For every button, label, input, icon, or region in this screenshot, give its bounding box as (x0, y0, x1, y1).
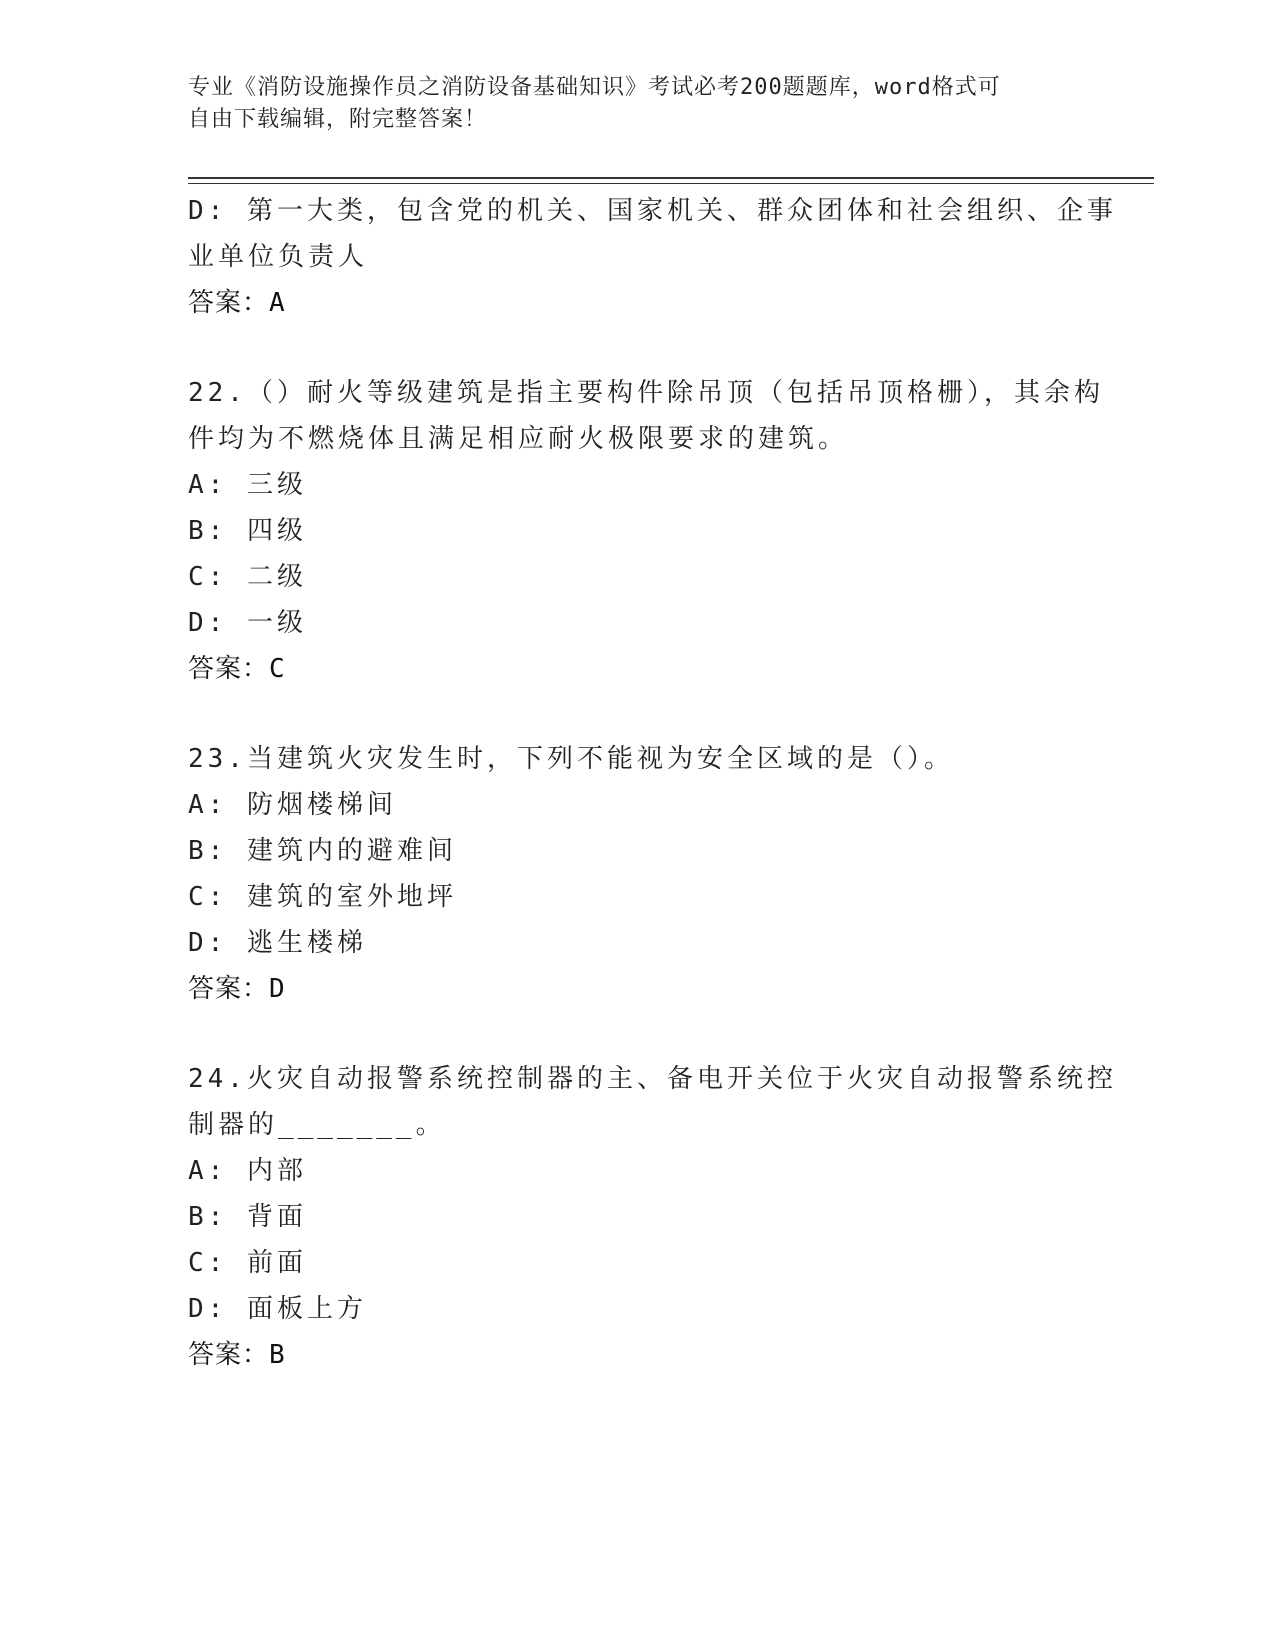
header-divider-thin (188, 183, 1154, 184)
question-stem-line-1: 24.火灾自动报警系统控制器的主、备电开关位于火灾自动报警系统控 (188, 1064, 1117, 1094)
answer-value: A (269, 288, 286, 318)
option-c: C: 建筑的室外地坪 (188, 882, 457, 912)
option-b: B: 建筑内的避难间 (188, 836, 457, 866)
option-b: B: 背面 (188, 1202, 307, 1232)
option-d: D: 面板上方 (188, 1294, 367, 1324)
header-title-line-2: 自由下载编辑，附完整答案！ (188, 107, 488, 132)
answer-label: 答案： (188, 1340, 270, 1370)
option-c: C: 二级 (188, 562, 307, 592)
question-stem-line-2: 制器的_______。 (188, 1110, 446, 1140)
answer-label: 答案： (188, 974, 270, 1004)
answer-line (188, 966, 1088, 1012)
option-d: D: 逃生楼梯 (188, 928, 367, 958)
answer-label: 答案： (188, 654, 270, 684)
option-a: A: 内部 (188, 1156, 307, 1186)
document-header (188, 72, 1068, 136)
question-21-continued (188, 188, 1117, 326)
header-title-line-1: 专业《消防设施操作员之消防设备基础知识》考试必考200题题库，word格式可 (188, 75, 1001, 100)
question-stem-line-1: 23.当建筑火灾发生时，下列不能视为安全区域的是（）。 (188, 744, 954, 774)
question-24 (188, 1056, 1117, 1378)
option-c: C: 前面 (188, 1248, 307, 1278)
answer-line (188, 280, 1088, 326)
question-23 (188, 736, 1088, 1012)
option-b: B: 四级 (188, 516, 307, 546)
answer-value: D (269, 974, 286, 1004)
option-a: A: 三级 (188, 470, 307, 500)
answer-label: 答案： (188, 288, 270, 318)
header-divider-thick (188, 177, 1154, 179)
question-content (188, 188, 1117, 1378)
answer-line (188, 646, 1088, 692)
question-stem-line-1: 22.（）耐火等级建筑是指主要构件除吊顶（包括吊顶格栅），其余构 (188, 378, 1104, 408)
option-d-line-2: 业单位负责人 (188, 242, 369, 272)
option-a: A: 防烟楼梯间 (188, 790, 397, 820)
answer-value: B (269, 1340, 286, 1370)
option-d: D: 一级 (188, 608, 307, 638)
spacer (188, 1012, 1088, 1056)
answer-value: C (269, 654, 286, 684)
spacer (188, 326, 1088, 370)
question-22 (188, 370, 1104, 692)
question-stem-line-2: 件均为不燃烧体且满足相应耐火极限要求的建筑。 (188, 424, 849, 454)
spacer (188, 692, 1088, 736)
answer-line (188, 1332, 1088, 1378)
option-d-line-1: D: 第一大类，包含党的机关、国家机关、群众团体和社会组织、企事 (188, 196, 1117, 226)
